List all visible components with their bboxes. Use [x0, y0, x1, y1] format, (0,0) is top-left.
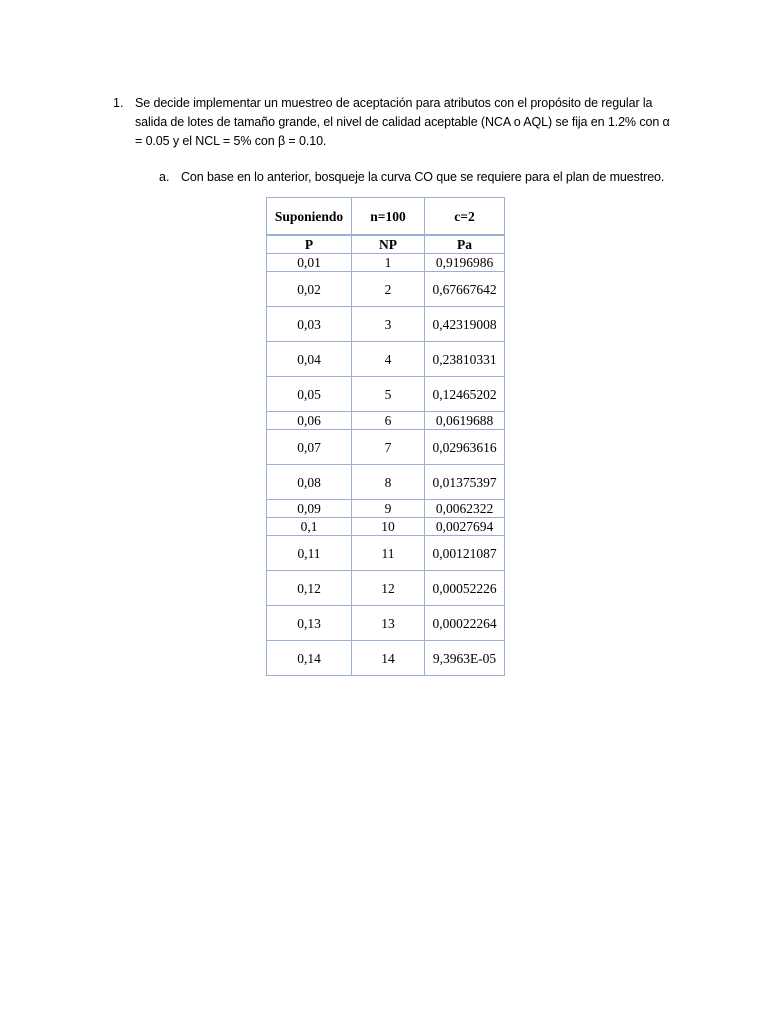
- cell-pa: 9,3963E-05: [425, 641, 505, 676]
- cell-pa: 0,00052226: [425, 571, 505, 606]
- cell-pa: 0,01375397: [425, 465, 505, 500]
- cell-np: 11: [352, 536, 425, 571]
- cell-pa: 0,23810331: [425, 342, 505, 377]
- question-text: Se decide implementar un muestreo de aceptación para atributos con el propósito de regular la salida de lotes de tamaño grande, el nivel de calidad aceptable (NCA o AQL) se fija en 1.2% con α = 0.05 y el NCL = 5% con β = 0.10.: [135, 96, 670, 148]
- cell-p: 0,07: [267, 430, 352, 465]
- cell-p: 0,04: [267, 342, 352, 377]
- cell-np: 10: [352, 518, 425, 536]
- cell-np: 7: [352, 430, 425, 465]
- cell-pa: 0,0027694: [425, 518, 505, 536]
- cell-np: 9: [352, 500, 425, 518]
- cell-np: 4: [352, 342, 425, 377]
- cell-pa: 0,0619688: [425, 412, 505, 430]
- cell-p: 0,01: [267, 254, 352, 272]
- header-n: n=100: [352, 198, 425, 236]
- cell-p: 0,08: [267, 465, 352, 500]
- table-row: [267, 412, 505, 430]
- header-suponiendo: Suponiendo: [267, 198, 352, 236]
- cell-np: 6: [352, 412, 425, 430]
- subquestion-letter: a.: [159, 170, 170, 184]
- cell-p: 0,05: [267, 377, 352, 412]
- cell-pa: 0,00121087: [425, 536, 505, 571]
- oc-curve-table: [266, 197, 505, 676]
- table-row: [267, 465, 505, 500]
- cell-np: 13: [352, 606, 425, 641]
- cell-np: 3: [352, 307, 425, 342]
- cell-np: 8: [352, 465, 425, 500]
- table-row: [267, 430, 505, 465]
- cell-p: 0,14: [267, 641, 352, 676]
- cell-p: 0,09: [267, 500, 352, 518]
- table-row: [267, 272, 505, 307]
- cell-p: 0,12: [267, 571, 352, 606]
- table-row: [267, 606, 505, 641]
- cell-np: 1: [352, 254, 425, 272]
- cell-pa: 0,42319008: [425, 307, 505, 342]
- table-header-row: [267, 198, 505, 236]
- cell-pa: 0,0062322: [425, 500, 505, 518]
- table-column-row: [267, 235, 505, 254]
- cell-p: 0,03: [267, 307, 352, 342]
- cell-pa: 0,9196986: [425, 254, 505, 272]
- cell-pa: 0,00022264: [425, 606, 505, 641]
- cell-p: 0,02: [267, 272, 352, 307]
- cell-p: 0,13: [267, 606, 352, 641]
- subquestion-text: Con base en lo anterior, bosqueje la curva CO que se requiere para el plan de muestreo.: [181, 170, 665, 184]
- table-row: [267, 342, 505, 377]
- column-np: NP: [352, 235, 425, 254]
- cell-pa: 0,67667642: [425, 272, 505, 307]
- header-c: c=2: [425, 198, 505, 236]
- cell-np: 12: [352, 571, 425, 606]
- table-row: [267, 254, 505, 272]
- cell-p: 0,06: [267, 412, 352, 430]
- table-row: [267, 536, 505, 571]
- cell-p: 0,11: [267, 536, 352, 571]
- cell-np: 5: [352, 377, 425, 412]
- table-row: [267, 500, 505, 518]
- table-row: [267, 641, 505, 676]
- column-p: P: [267, 235, 352, 254]
- column-pa: Pa: [425, 235, 505, 254]
- cell-p: 0,1: [267, 518, 352, 536]
- cell-np: 2: [352, 272, 425, 307]
- cell-pa: 0,12465202: [425, 377, 505, 412]
- table-row: [267, 307, 505, 342]
- cell-pa: 0,02963616: [425, 430, 505, 465]
- table-row: [267, 518, 505, 536]
- table-row: [267, 377, 505, 412]
- table-row: [267, 571, 505, 606]
- question-number: 1.: [113, 96, 124, 110]
- cell-np: 14: [352, 641, 425, 676]
